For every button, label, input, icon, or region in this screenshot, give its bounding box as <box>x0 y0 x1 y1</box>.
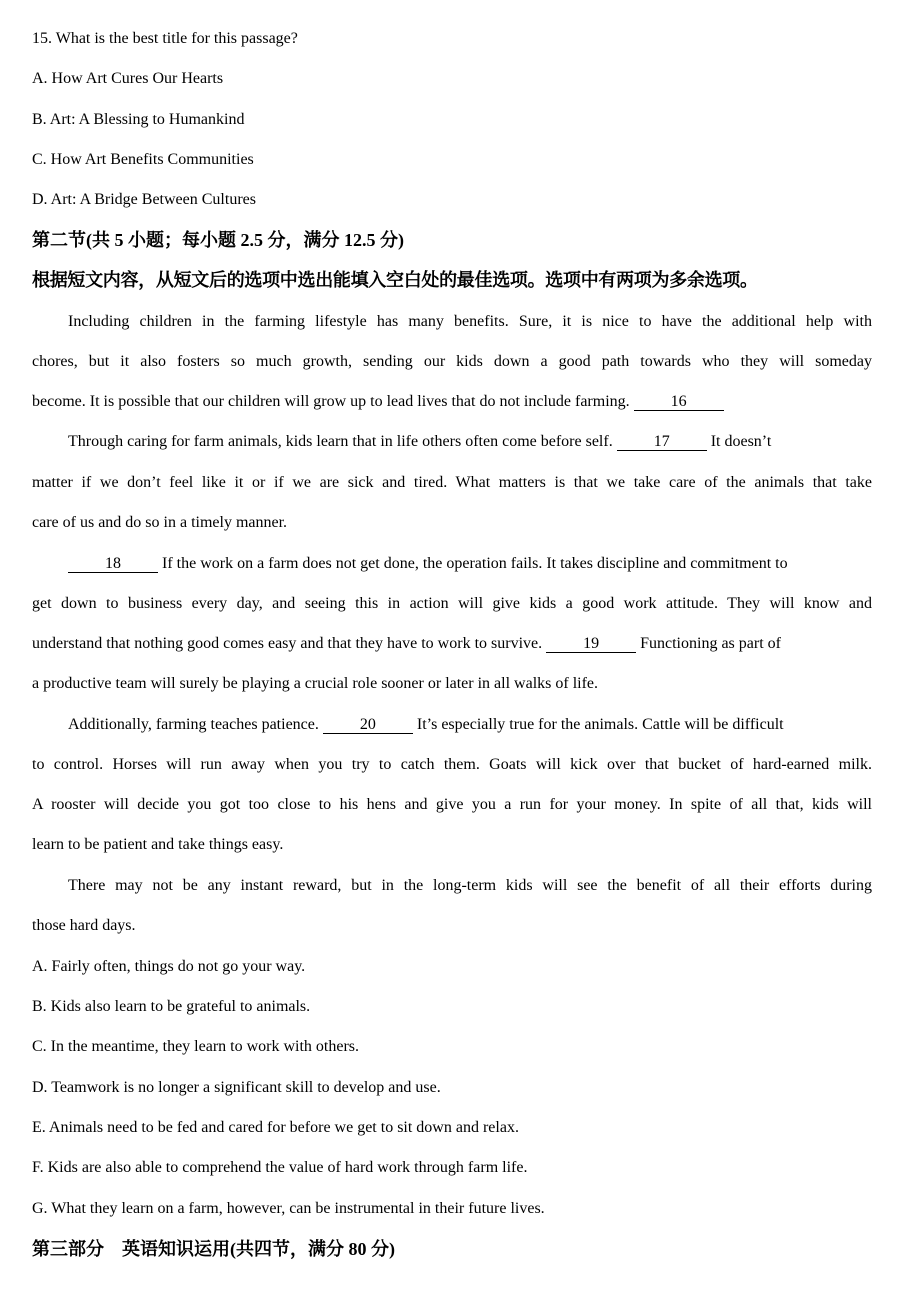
choice-b: B. Kids also learn to be grateful to animals. <box>32 998 311 1015</box>
passage-line <box>68 554 872 574</box>
passage-text: If the work on a farm does not get done, the operation fails. It takes discipline and commitment to <box>162 555 788 572</box>
passage-line: A rooster will decide you got too close to his hens and give you a run for your money. In spite of all that, kids will <box>32 796 872 813</box>
passage-line: care of us and do so in a timely manner. <box>32 514 288 531</box>
q15-option-b: B. Art: A Blessing to Humankind <box>32 111 245 128</box>
choice-a: A. Fairly often, things do not go your way. <box>32 958 306 975</box>
passage-line: chores, but it also fosters so much growth, sending our kids down a good path towards who they will someday <box>32 353 872 370</box>
passage-text: Through caring for farm animals, kids learn that in life others often come before self. <box>68 433 613 450</box>
blank-18[interactable]: 18 <box>68 555 158 573</box>
passage-line: get down to business every day, and seeing this in action will give kids a good work attitude. They will know and <box>32 595 872 612</box>
passage-text: understand that nothing good comes easy and that they have to work to survive. <box>32 635 543 652</box>
passage-text: become. It is possible that our children will grow up to lead lives that do not include farming. <box>32 393 630 410</box>
passage-line: those hard days. <box>32 917 136 934</box>
q15-option-d: D. Art: A Bridge Between Cultures <box>32 191 256 208</box>
passage-line <box>68 432 872 452</box>
q15-option-a: A. How Art Cures Our Hearts <box>32 70 224 87</box>
passage-line <box>68 715 872 735</box>
choice-d: D. Teamwork is no longer a significant skill to develop and use. <box>32 1079 441 1096</box>
passage-line: matter if we don’t feel like it or if we are sick and tired. What matters is that we take care of the animals that take <box>32 474 872 491</box>
passage-line: There may not be any instant reward, but in the long-term kids will see the benefit of all their efforts during <box>68 877 872 894</box>
passage-line: to control. Horses will run away when you try to catch them. Goats will kick over that bucket of hard-earned milk. <box>32 756 872 773</box>
choice-c: C. In the meantime, they learn to work with others. <box>32 1038 360 1055</box>
passage-line <box>32 634 872 654</box>
passage-text: Functioning as part of <box>640 635 781 652</box>
section-2-title: 第二节(共 5 小题；每小题 2.5 分，满分 12.5 分) <box>32 230 404 250</box>
passage-line: learn to be patient and take things easy. <box>32 836 284 853</box>
blank-16[interactable]: 16 <box>634 393 724 411</box>
passage-line: a productive team will surely be playing a crucial role sooner or later in all walks of life. <box>32 675 599 692</box>
blank-20[interactable]: 20 <box>323 716 413 734</box>
blank-19[interactable]: 19 <box>546 635 636 653</box>
q15-option-c: C. How Art Benefits Communities <box>32 151 254 168</box>
choice-e: E. Animals need to be fed and cared for before we get to sit down and relax. <box>32 1119 519 1136</box>
passage-line <box>32 392 872 412</box>
part-3-title: 第三部分 英语知识运用(共四节，满分 80 分) <box>32 1239 395 1259</box>
blank-17[interactable]: 17 <box>617 433 707 451</box>
passage-text: Additionally, farming teaches patience. <box>68 716 319 733</box>
question-15: 15. What is the best title for this passage? <box>32 30 298 47</box>
passage-text: It’s especially true for the animals. Cattle will be difficult <box>416 716 784 733</box>
choice-g: G. What they learn on a farm, however, can be instrumental in their future lives. <box>32 1200 545 1217</box>
passage-line: Including children in the farming lifestyle has many benefits. Sure, it is nice to have the additional help with <box>68 313 872 330</box>
choice-f: F. Kids are also able to comprehend the value of hard work through farm life. <box>32 1159 528 1176</box>
section-2-instruction: 根据短文内容，从短文后的选项中选出能填入空白处的最佳选项。选项中有两项为多余选项。 <box>32 270 758 290</box>
passage-text: It doesn’t <box>710 433 772 450</box>
